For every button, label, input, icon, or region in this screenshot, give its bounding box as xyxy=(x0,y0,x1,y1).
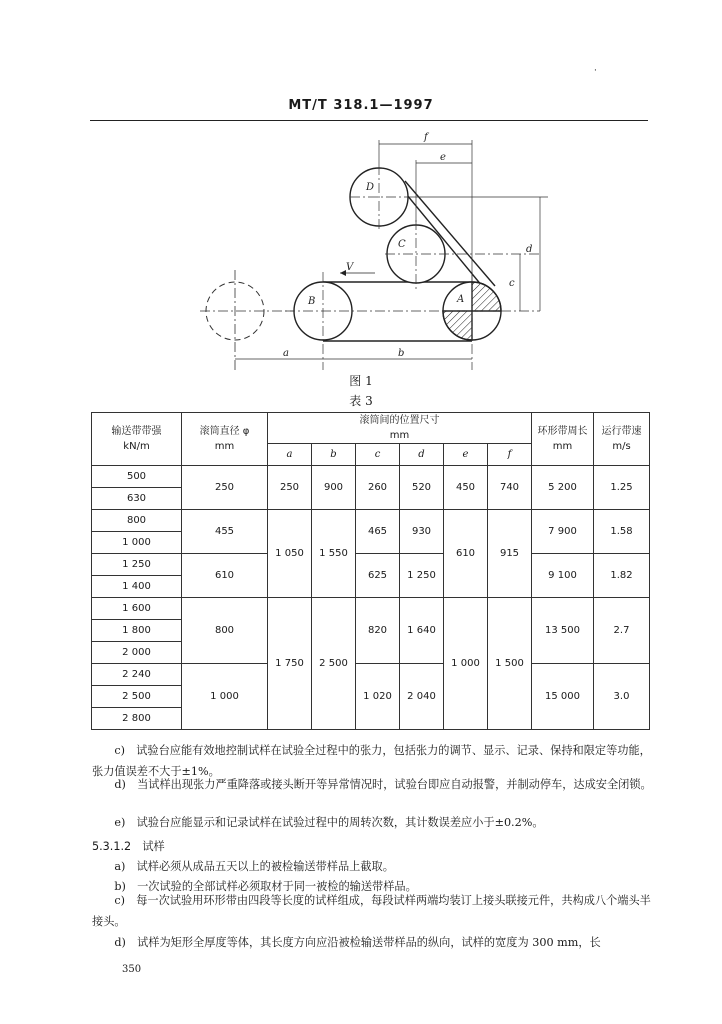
subhdr-a: a xyxy=(268,444,312,466)
table-cell: 1 400 xyxy=(92,576,182,598)
table-cell: 2 500 xyxy=(92,686,182,708)
figure-drum-layout xyxy=(0,128,722,373)
table-cell: 900 xyxy=(312,466,356,510)
drum-a-label: A xyxy=(457,294,465,305)
spec-table xyxy=(91,412,650,730)
table-cell: 2 240 xyxy=(92,664,182,686)
drum-b-label: C xyxy=(398,239,406,250)
table-cell: 1 500 xyxy=(488,598,532,730)
dim-d: d xyxy=(526,244,533,255)
subhdr-f: f xyxy=(488,444,532,466)
table-cell: 1 250 xyxy=(400,554,444,598)
velocity-label: V xyxy=(346,262,354,273)
table-cell: 500 xyxy=(92,466,182,488)
para-c2: c) 每一次试验用环形带由四段等长度的试样组成，每段试样两端均装订上接头联接元件，共构成八个端头半接头。 xyxy=(92,894,651,928)
table-cell: 1 050 xyxy=(268,510,312,598)
header-rule xyxy=(90,120,648,121)
subhdr-e: e xyxy=(444,444,488,466)
table-cell: 13 500 xyxy=(532,598,594,664)
table-cell: 7 900 xyxy=(532,510,594,554)
subhdr-b: b xyxy=(312,444,356,466)
para-d2: d) 试样为矩形全厚度等体，其长度方向应沿被检输送带样品的纵向，试样的宽度为 300 mm，长 xyxy=(114,936,601,949)
table-cell: 465 xyxy=(356,510,400,554)
table-cell: 630 xyxy=(92,488,182,510)
table-cell: 1 000 xyxy=(182,664,268,730)
table-cell: 1 020 xyxy=(356,664,400,730)
table-cell: 1 750 xyxy=(268,598,312,730)
table-cell: 740 xyxy=(488,466,532,510)
hdr-belt-strength: 输送带带强 kN/m xyxy=(92,413,182,466)
para-d1: d) 当试样出现张力严重降落或接头断开等异常情况时，试验台即应自动报警，并制动停车，达成安全闭锁。 xyxy=(114,778,652,791)
table-cell: 3.0 xyxy=(594,664,650,730)
hdr-drum-diameter: 滚筒直径 φ mm xyxy=(182,413,268,466)
table-cell: 15 000 xyxy=(532,664,594,730)
para-b2: b) 一次试验的全部试样必须取材于同一被检的输送带样品。 xyxy=(114,880,417,893)
table-cell: 2 500 xyxy=(312,598,356,730)
table-cell: 250 xyxy=(182,466,268,510)
table-cell: 250 xyxy=(268,466,312,510)
table-cell: 455 xyxy=(182,510,268,554)
table-cell: 5 200 xyxy=(532,466,594,510)
table-cell: 1 000 xyxy=(444,598,488,730)
dim-c: c xyxy=(509,278,515,289)
table-cell: 1 550 xyxy=(312,510,356,598)
dim-b: b xyxy=(398,348,405,359)
table-cell: 915 xyxy=(488,510,532,598)
para-e1: e) 试验台应能显示和记录试样在试验过程中的周转次数，其计数误差应小于±0.2%。 xyxy=(114,816,544,829)
hdr-position: 滚筒间的位置尺寸 mm xyxy=(268,413,532,444)
table-cell: 820 xyxy=(356,598,400,664)
table-cell: 610 xyxy=(444,510,488,598)
table-cell: 1 640 xyxy=(400,598,444,664)
table-cell: 9 100 xyxy=(532,554,594,598)
page-number: 350 xyxy=(122,964,142,975)
table-cell: 1.25 xyxy=(594,466,650,510)
table-cell: 1 600 xyxy=(92,598,182,620)
dim-e: e xyxy=(440,152,446,163)
table-caption: 表 3 xyxy=(349,394,373,408)
para-a2: a) 试样必须从成品五天以上的被检输送带样品上截取。 xyxy=(114,860,394,873)
table-cell: 800 xyxy=(182,598,268,664)
figure-caption: 图 1 xyxy=(349,374,373,388)
section-heading: 5.3.1.2 试样 xyxy=(92,840,165,853)
subhdr-c: c xyxy=(356,444,400,466)
table-cell: 800 xyxy=(92,510,182,532)
table-cell: 1.58 xyxy=(594,510,650,554)
hdr-loop-length: 环形带周长 mm xyxy=(532,413,594,466)
table-cell: 1 250 xyxy=(92,554,182,576)
table-cell: 2 800 xyxy=(92,708,182,730)
table-cell: 1 000 xyxy=(92,532,182,554)
drum-c-label: D xyxy=(366,182,375,193)
table-cell: 610 xyxy=(182,554,268,598)
table-cell: 2.7 xyxy=(594,598,650,664)
table-cell: 2 040 xyxy=(400,664,444,730)
table-cell: 1 800 xyxy=(92,620,182,642)
table-cell: 1.82 xyxy=(594,554,650,598)
para-c1: c) 试验台应能有效地控制试样在试验全过程中的张力，包括张力的调节、显示、记录、保持和限定等功能，张力值误差不大于±1%。 xyxy=(92,744,651,778)
table-cell: 625 xyxy=(356,554,400,598)
drum-d-label: B xyxy=(308,296,316,307)
subhdr-d: d xyxy=(400,444,444,466)
dim-a: a xyxy=(283,348,289,359)
table-cell: 2 000 xyxy=(92,642,182,664)
table-cell: 260 xyxy=(356,466,400,510)
table-cell: 450 xyxy=(444,466,488,510)
dim-f: f xyxy=(424,132,428,143)
table-cell: 930 xyxy=(400,510,444,554)
table-cell: 520 xyxy=(400,466,444,510)
corner-mark: · xyxy=(594,66,597,76)
hdr-speed: 运行带速 m/s xyxy=(594,413,650,466)
standard-header: MT/T 318.1—1997 xyxy=(288,98,434,113)
